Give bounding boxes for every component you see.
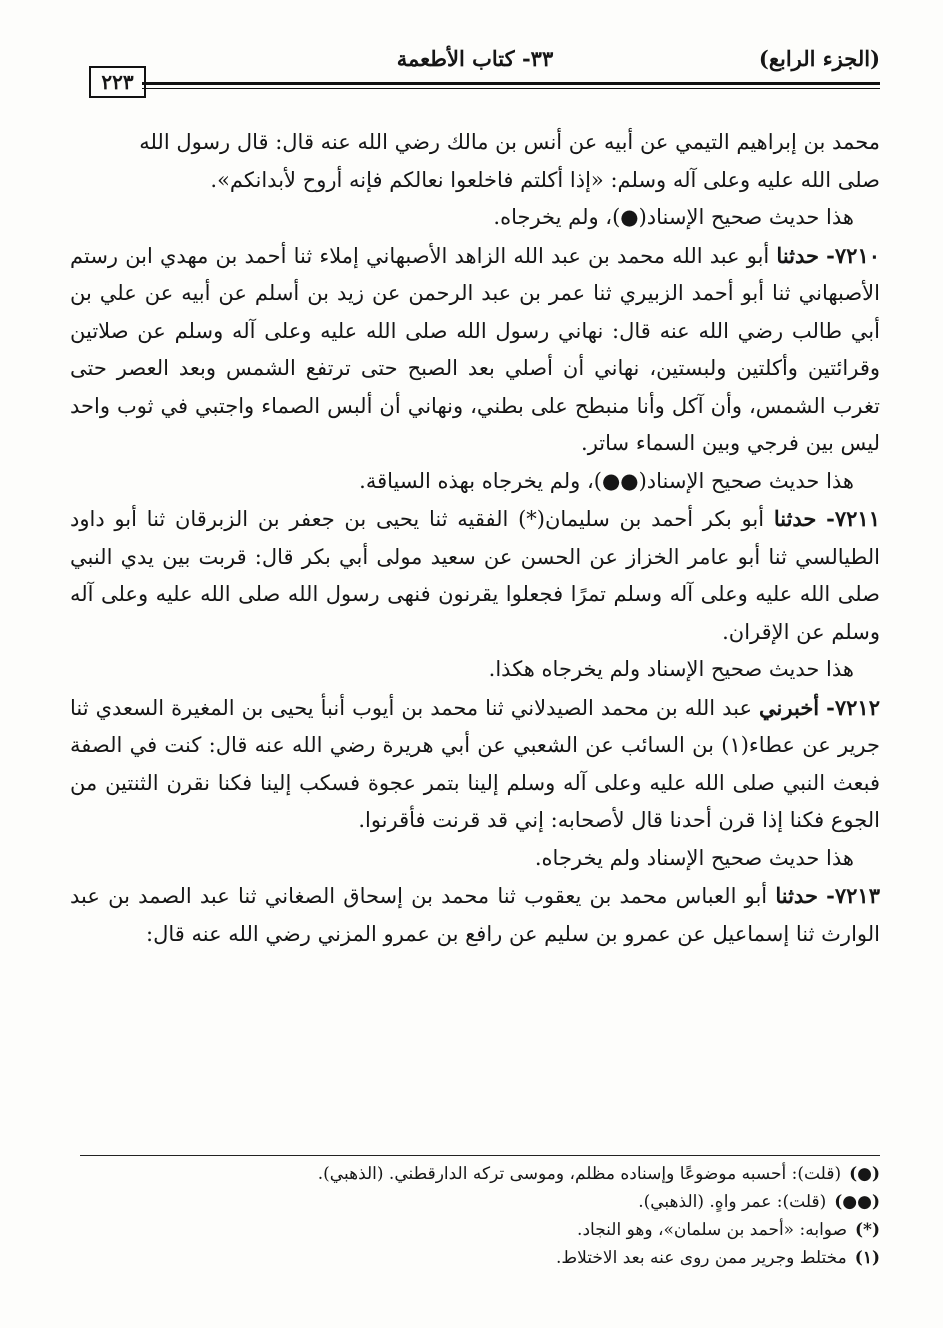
header-rule-thick [142, 82, 880, 85]
hadith-text: أبو العباس محمد بن يعقوب ثنا محمد بن إسحاق الصغاني ثنا عبد الصمد بن عبد الوارث ثنا إسماعيل عن عمرو بن سليم عن رافع بن عمرو المزني رضي الله عنه قال: [70, 884, 880, 946]
footnote-4 [70, 1244, 880, 1272]
hadith-7212 [70, 689, 880, 840]
chapter-title: ٣٣- كتاب الأطعمة [396, 46, 554, 71]
hadith-7211 [70, 500, 880, 651]
intro-verdict: هذا حديث صحيح الإسناد(●)، ولم يخرجاه. [493, 205, 854, 229]
verdict-7212: هذا حديث صحيح الإسناد ولم يخرجاه. [534, 845, 854, 870]
header-rule-thin [142, 88, 880, 89]
verdict-7211: هذا حديث صحيح الإسناد ولم يخرجاه هكذا. [488, 657, 854, 681]
narration-verb: حدثنا [775, 883, 818, 908]
hadith-text: أبو بكر أحمد بن سليمان(*) الفقيه ثنا يحيى بن جعفر بن الزبرقان ثنا أبو داود الطيالسي ثنا أبو عامر الخزاز عن الحسن عن سعيد مولى أبي بكر قال: قربت بين يدي النبي صلى الله عليه وعلى آله وسلم تمرًا فجعلوا يقرنون فنهى رسول الله صلى الله عليه وعلى آله وسلم عن الإقران. [70, 507, 880, 644]
part-label: (الجزء الرابع) [758, 46, 880, 71]
intro-line-1: محمد بن إبراهيم التيمي عن أبيه عن أنس بن مالك رضي الله عنه قال: قال رسول الله [139, 130, 880, 154]
main-text [70, 124, 880, 953]
footnote-mark: (●) [849, 1164, 880, 1184]
footnote-text: مختلط وجرير ممن روى عنه بعد الاختلاط. [555, 1248, 847, 1268]
page-number: ٢٢٣ [89, 66, 146, 98]
hadith-number: ٧٢١٠- [826, 242, 881, 268]
hadith-number: ٧٢١١- [826, 506, 880, 531]
footnote-1 [70, 1160, 880, 1188]
footnote-mark: (١) [854, 1248, 880, 1268]
hadith-text: عبد الله بن محمد الصيدلاني ثنا محمد بن أيوب أنبأ يحيى بن المغيرة السعدي ثنا جرير عن عطاء(١) بن السائب عن الشعبي عن أبي هريرة رضي الله عنه قال: كنت في الصفة فبعث النبي صلى الله عليه وعلى آله وسلم إلينا بتمر عجوة فسكب إلينا فكنا نقرن الثنتين من الجوع فكنا إذا قرن أحدنا قال لأصحابه: إني قد قرنت فأقرنوا. [70, 695, 881, 832]
footnote-3 [70, 1216, 880, 1244]
footnote-text: (قلت): أحسبه موضوعًا وإسناده مظلم، وموسى تركه الدارقطني. (الذهبي). [317, 1164, 842, 1184]
hadith-number: ٧٢١٢- [826, 694, 880, 720]
narration-verb: حدثنا [776, 242, 820, 268]
narration-verb: حدثنا [773, 506, 817, 531]
footnote-mark: (●●) [834, 1192, 880, 1212]
footnote-separator [80, 1155, 880, 1156]
footnote-text: (قلت): عمر واهٍ. (الذهبي). [638, 1192, 827, 1212]
hadith-number: ٧٢١٣- [826, 883, 880, 908]
page-header [70, 40, 880, 100]
hadith-7210 [70, 237, 880, 463]
narration-verb: أخبرني [759, 694, 820, 720]
footnote-mark: (*) [855, 1220, 880, 1240]
hadith-text: أبو عبد الله محمد بن عبد الله الزاهد الأصبهاني إملاء ثنا أحمد بن مهدي ابن رستم الأصبهاني ثنا أبو أحمد الزبيري ثنا عمر بن عبد الرحمن عن زيد بن أسلم عن أبيه عن علي بن أبي طالب رضي الله عنه قال: نهاني رسول الله صلى الله عليه وعلى آله وسلم عن صلاتين وقرائتين وأكلتين ولبستين، نهاني أن أصلي بعد الصبح حتى ترتفع الشمس وبعد العصر حتى تغرب الشمس، وأن آكل وأنا منبطح على بطني، ونهاني أن ألبس الصماء واجتبي في ثوب واحد ليس بين فرجي وبين السماء ساتر. [70, 243, 880, 455]
footnote-text: صوابه: «أحمد بن سلمان»، وهو النجاد. [577, 1220, 848, 1240]
footnote-2 [70, 1188, 880, 1216]
footnotes [70, 1160, 880, 1272]
hadith-7213 [70, 877, 880, 953]
intro-line-2: صلى الله عليه وعلى آله وسلم: «إذا أكلتم فاخلعوا نعالكم فإنه أروح لأبدانكم». [210, 167, 880, 192]
verdict-7210: هذا حديث صحيح الإسناد(●●)، ولم يخرجاه بهذه السياقة. [359, 468, 854, 493]
